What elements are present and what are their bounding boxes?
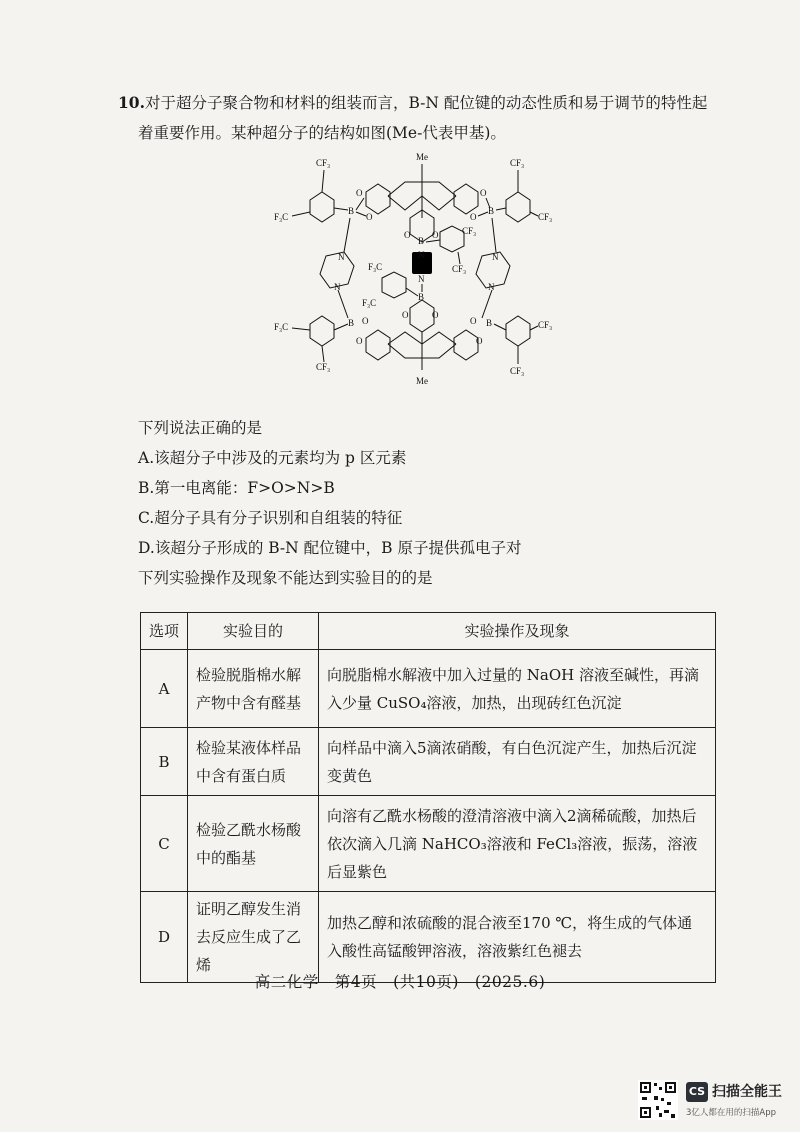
experiment-table: [140, 612, 716, 983]
row-operation: 加热乙醇和浓硫酸的混合液至170 ℃，将生成的气体通入酸性高锰酸钾溶液，溶液紫红色褪去: [319, 892, 716, 983]
b-label: B: [348, 206, 355, 216]
f3c-label: F₃C: [362, 298, 377, 308]
o-label: O: [432, 310, 439, 320]
row-goal: 检验脱脂棉水解产物中含有醛基: [188, 650, 319, 728]
option-d[interactable]: [138, 536, 521, 558]
f3c-label: F₃C: [274, 212, 289, 222]
table-row: [141, 728, 716, 796]
supramolecule-structure: [270, 148, 570, 388]
option-b[interactable]: [138, 476, 335, 498]
option-text: 第一电离能：F>O>N>B: [154, 479, 335, 497]
option-label: D.: [138, 539, 155, 557]
row-operation: 向溶有乙酰水杨酸的澄清溶液中滴入2滴稀硫酸，加热后依次滴入几滴 NaHCO₃溶液和 FeCl₃溶液，振荡，溶液后显紫色: [319, 796, 716, 892]
header-option: 选项: [141, 613, 188, 650]
me-label-top: Me: [416, 152, 428, 162]
qr-code-icon: [638, 1080, 678, 1120]
brand-tagline: 3亿人都在用的扫描App: [686, 1108, 777, 1118]
o-label: O: [476, 336, 483, 346]
cf3-label: CF₃: [510, 366, 525, 376]
row-option: D: [141, 892, 188, 983]
row-option: B: [141, 728, 188, 796]
table-header-row: [141, 613, 716, 650]
cf3-label: CF₃: [538, 320, 553, 330]
option-text: 超分子具有分子识别和自组装的特征: [154, 509, 403, 527]
table-row: [141, 892, 716, 983]
o-label: O: [404, 230, 411, 240]
cf3-label: CF₃: [462, 226, 477, 236]
table-row: [141, 796, 716, 892]
question-number: 10.: [118, 93, 145, 112]
table-row: [141, 650, 716, 728]
scanner-watermark: [638, 1080, 788, 1120]
question-10-stem: 下列说法正确的是: [138, 419, 263, 437]
b-label: B: [418, 292, 425, 302]
option-text: 该超分子中涉及的元素均为 p 区元素: [154, 449, 407, 467]
o-label: O: [356, 336, 363, 346]
n-label: N: [418, 274, 425, 284]
b-label: B: [418, 236, 425, 246]
option-label: A.: [138, 449, 155, 467]
b-label: B: [486, 318, 493, 328]
option-c[interactable]: [138, 506, 402, 528]
me-label-bottom: Me: [416, 376, 428, 386]
question-10-line1: 对于超分子聚合物和材料的组装而言，B-N 配位键的动态性质和易于调节的特性起: [144, 94, 708, 112]
b-label: B: [348, 318, 355, 328]
cf3-label: CF₃: [452, 264, 467, 274]
cs-logo: CS: [686, 1082, 708, 1102]
row-option: A: [141, 650, 188, 728]
cf3-label: CF₃: [316, 158, 331, 168]
row-option: C: [141, 796, 188, 892]
header-operation: 实验操作及现象: [319, 613, 716, 650]
n-label: N: [334, 282, 341, 292]
brand-name: 扫描全能王: [712, 1084, 782, 1100]
option-label: C.: [138, 509, 155, 527]
n-label: N: [338, 252, 345, 262]
o-label: O: [362, 316, 369, 326]
question-10-header: [118, 88, 758, 148]
row-goal: 证明乙醇发生消去反应生成了乙烯: [188, 892, 319, 983]
n-label: N: [488, 282, 495, 292]
row-operation: 向脱脂棉水解液中加入过量的 NaOH 溶液至碱性，再滴入少量 CuSO₄溶液，加热，出现砖红色沉淀: [319, 650, 716, 728]
option-a[interactable]: [138, 446, 406, 468]
header-goal: 实验目的: [188, 613, 319, 650]
o-label: O: [480, 188, 487, 198]
b-label: B: [488, 206, 495, 216]
o-label: O: [470, 316, 477, 326]
n-label: N: [492, 252, 499, 262]
page-footer: 高二化学 第4页 (共10页) (2025.6): [254, 973, 546, 991]
o-label: O: [432, 230, 439, 240]
row-goal: 检验乙酰水杨酸中的酯基: [188, 796, 319, 892]
row-goal: 检验某液体样品中含有蛋白质: [188, 728, 319, 796]
f3c-label: F₃C: [368, 262, 383, 272]
option-label: B.: [138, 479, 155, 497]
cf3-label: CF₃: [510, 158, 525, 168]
n-label: N: [418, 250, 425, 260]
row-operation: 向样品中滴入5滴浓硝酸，有白色沉淀产生，加热后沉淀变黄色: [319, 728, 716, 796]
question-10-line2: 着重要作用。某种超分子的结构如图(Me-代表甲基)。: [138, 124, 506, 142]
cf3-label: CF₃: [538, 212, 553, 222]
o-label: O: [470, 212, 477, 222]
o-label: O: [366, 212, 373, 222]
option-text: 该超分子形成的 B-N 配位键中，B 原子提供孤电子对: [154, 539, 522, 557]
f3c-label: F₃C: [274, 322, 289, 332]
question-11-stem: 下列实验操作及现象不能达到实验目的的是: [138, 569, 433, 587]
o-label: O: [402, 310, 409, 320]
cf3-label: CF₃: [316, 362, 331, 372]
o-label: O: [356, 188, 363, 198]
